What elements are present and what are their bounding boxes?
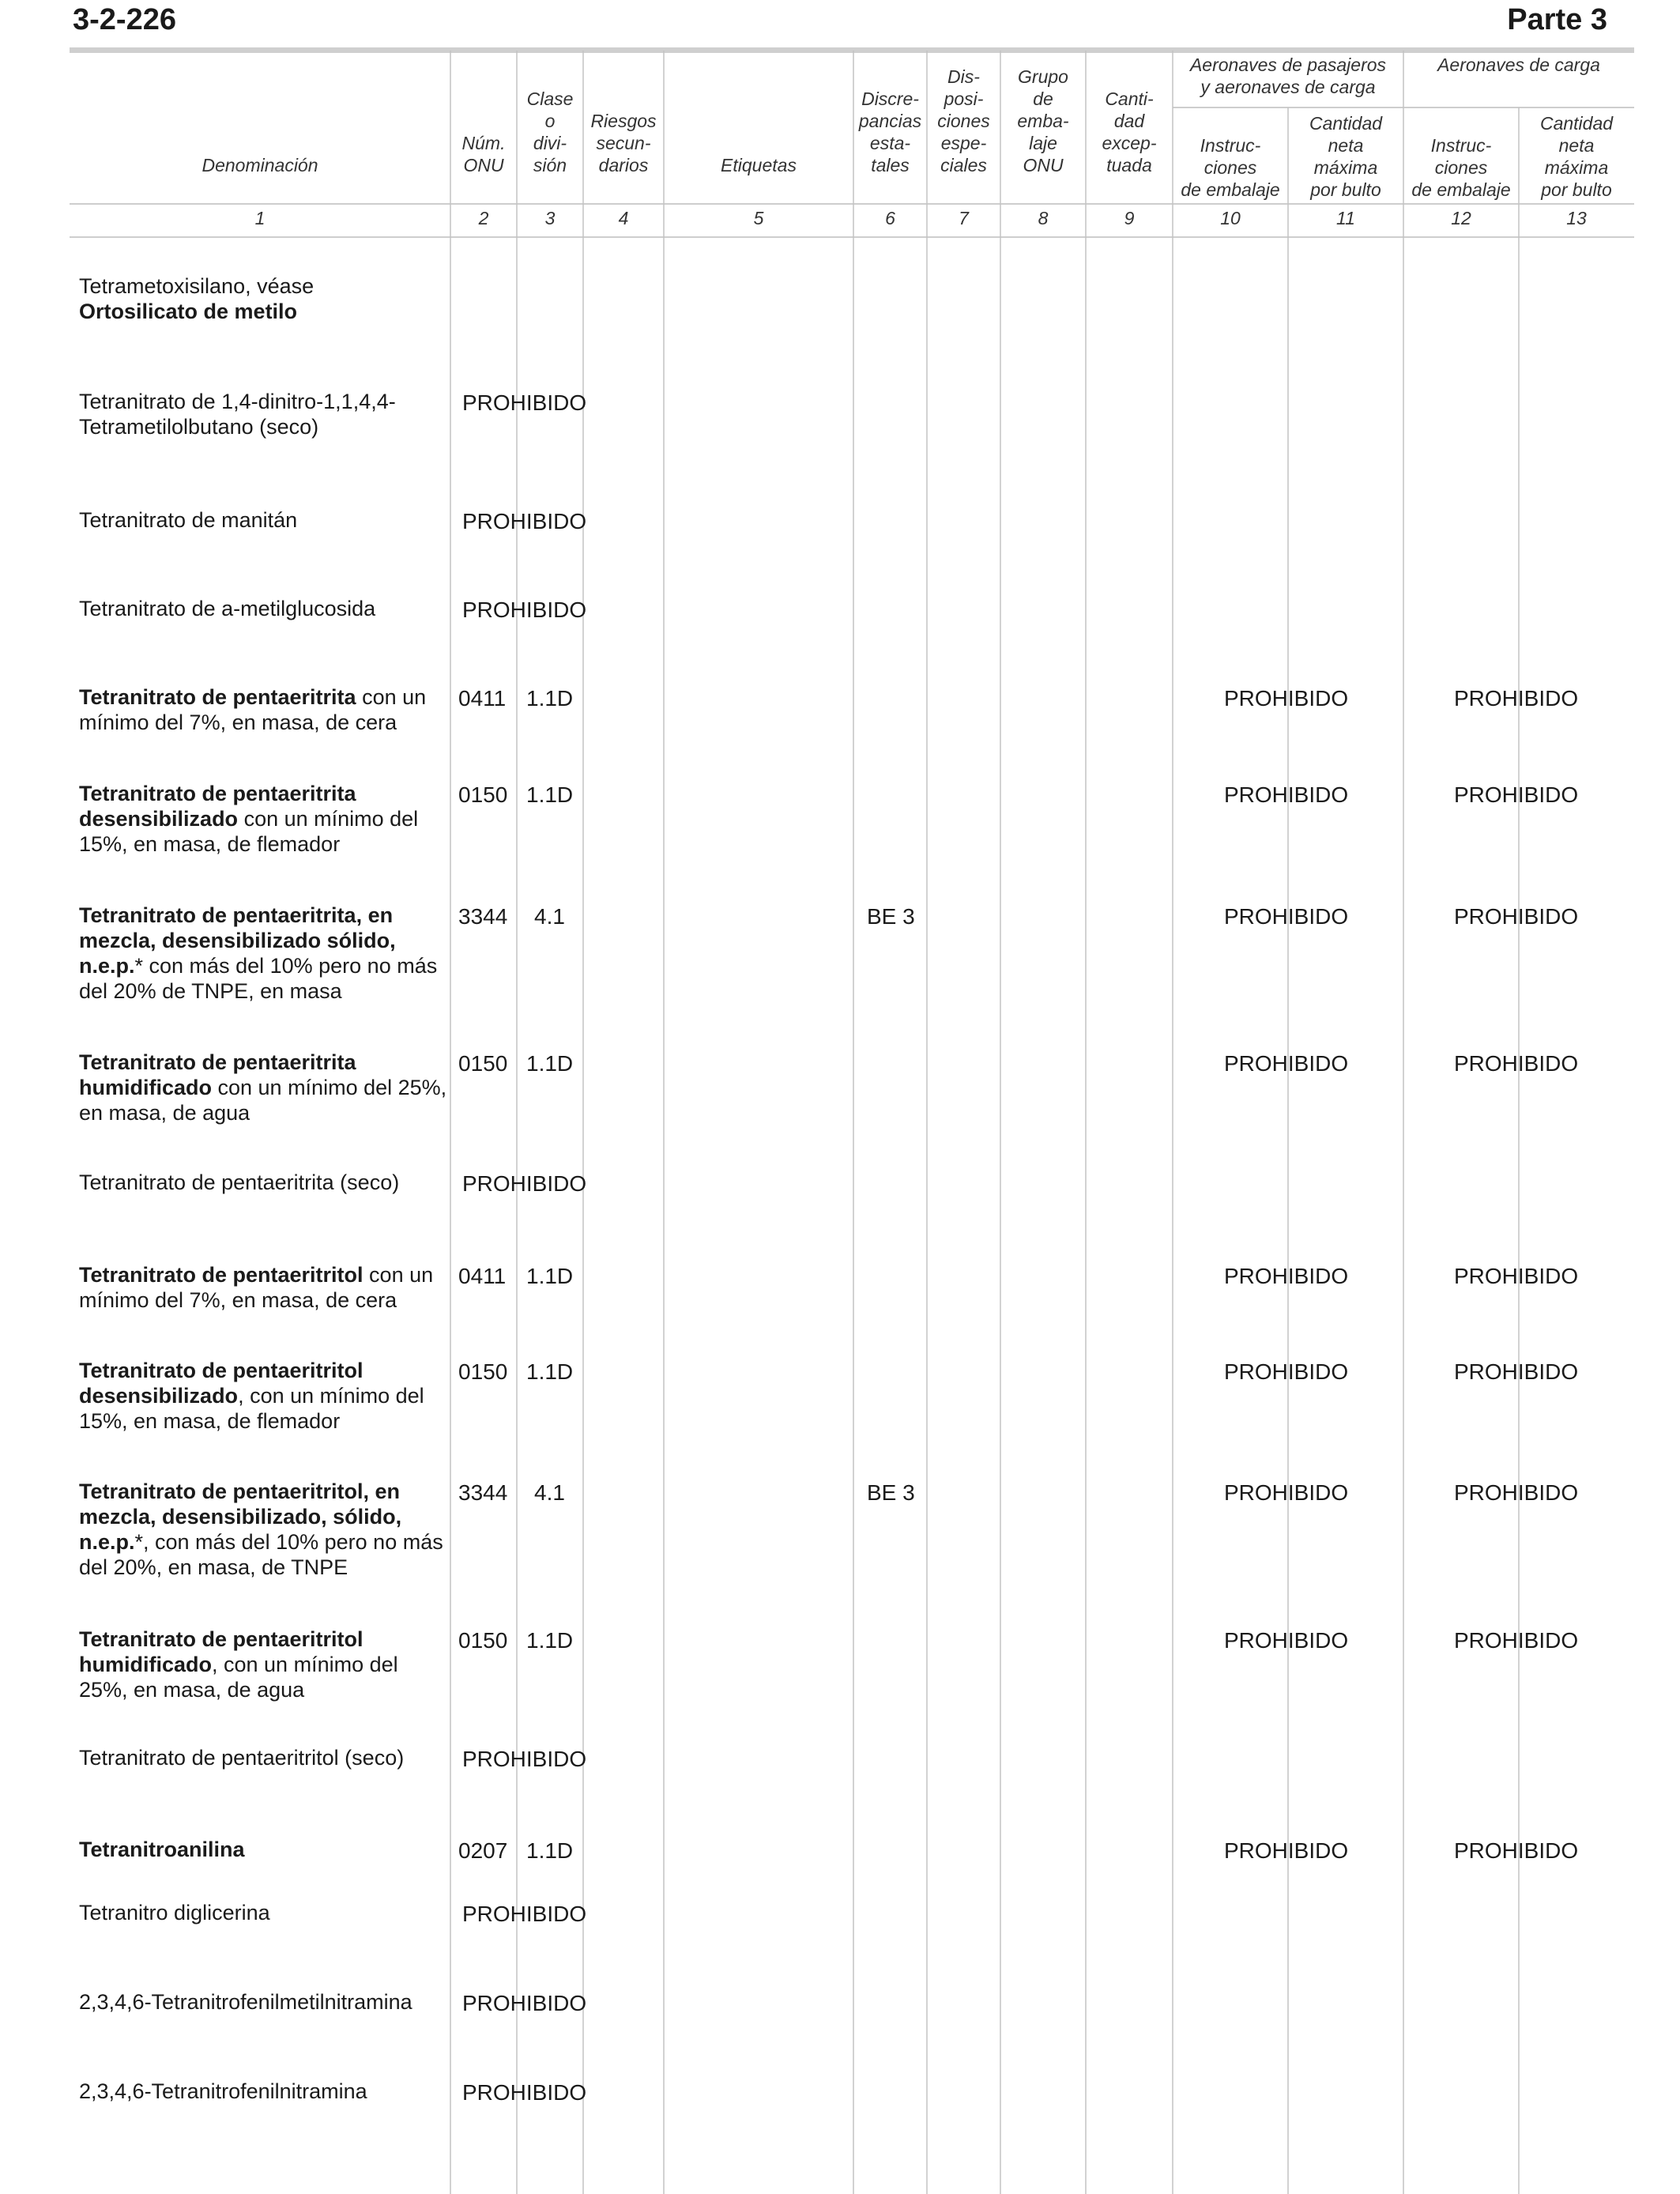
cargo-prohibited: PROHIBIDO — [1454, 686, 1579, 711]
row-denominacion — [79, 1837, 450, 1862]
header-subsidiary-risks — [583, 110, 664, 176]
header-line: esta- — [869, 133, 911, 153]
header-line: divi- — [533, 133, 567, 153]
part-label: Parte 3 — [1507, 3, 1607, 36]
header-pax-max-net-qty — [1288, 112, 1403, 201]
header-line: de embalaje — [1181, 179, 1280, 200]
prohibited-text: PROHIBIDO — [462, 390, 587, 415]
header-line: Cantidad — [1309, 113, 1383, 134]
row-denominacion — [79, 903, 450, 1004]
header-line: pancias — [858, 111, 922, 131]
header-line: de embalaje — [1411, 179, 1511, 200]
header-group-passenger — [1173, 54, 1403, 98]
class-division: 1.1D — [526, 1051, 574, 1076]
row-denominacion — [79, 1989, 450, 2015]
header-line: Cantidad — [1539, 113, 1614, 134]
header-line: o — [544, 111, 556, 131]
header-line: ciones — [937, 111, 990, 131]
prohibited-text: PROHIBIDO — [462, 1171, 587, 1196]
un-number: 0207 — [458, 1838, 508, 1863]
row-denominacion — [79, 1050, 450, 1125]
header-line: neta — [1558, 135, 1595, 156]
header-labels: Etiquetas — [721, 155, 797, 175]
un-number: 0150 — [458, 782, 508, 807]
entry-name-text: 2,3,4,6-Tetranitrofenilmetilnitramina — [79, 1990, 412, 2014]
column-number: 12 — [1451, 208, 1471, 228]
row-denominacion — [79, 1745, 450, 1770]
pax-prohibited: PROHIBIDO — [1224, 1628, 1349, 1653]
header-line: ciales — [940, 155, 987, 175]
entry-name-text: , con un mínimo del 15%, en masa, de flemador — [79, 1384, 424, 1433]
header-line: Clase — [526, 89, 574, 109]
column-number: 2 — [478, 208, 489, 228]
header-line: tuada — [1106, 155, 1152, 175]
pax-prohibited: PROHIBIDO — [1224, 904, 1349, 929]
header-group-cargo: Aeronaves de carga — [1437, 55, 1600, 75]
entry-name-text: Tetranitrato de pentaeritrita (seco) — [79, 1171, 400, 1194]
pax-prohibited: PROHIBIDO — [1224, 1480, 1349, 1505]
prohibited-text: PROHIBIDO — [462, 598, 587, 622]
entry-name-bold: Tetranitrato de pentaeritrita, en mezcla, desensibilizado sólido, n.e.p. — [79, 903, 396, 978]
entry-name-text: *, con más del 10% pero no más del 20%, en masa, de TNPE — [79, 1530, 443, 1579]
header-line: por bulto — [1310, 179, 1381, 200]
prohibited-text: PROHIBIDO — [462, 509, 587, 533]
state-variation: BE 3 — [867, 904, 915, 929]
column-number: 10 — [1220, 208, 1241, 228]
pax-prohibited: PROHIBIDO — [1224, 1051, 1349, 1076]
column-number: 13 — [1566, 208, 1587, 228]
header-un-number — [450, 132, 517, 176]
page-number: 3-2-226 — [73, 3, 176, 36]
prohibited-text: PROHIBIDO — [462, 1902, 587, 1926]
entry-name-text: con un mínimo del 25%, en masa, de agua — [79, 1076, 447, 1125]
entry-name-text: Tetranitrato de 1,4-dinitro-1,1,4,4- — [79, 390, 396, 413]
header-special-provisions — [927, 66, 1000, 176]
header-line: laje — [1029, 133, 1057, 153]
entry-name-text: Tetranitrato de manitán — [79, 508, 298, 532]
header-line: secun- — [596, 133, 651, 153]
entry-name-bold: Tetranitrato de pentaeritrita desensibilizado — [79, 782, 356, 831]
class-division: 4.1 — [534, 1480, 565, 1505]
entry-name-text: Tetranitrato de a-metilglucosida — [79, 597, 376, 620]
row-denominacion — [79, 596, 450, 621]
un-number: 0411 — [458, 686, 507, 711]
class-division: 1.1D — [526, 1628, 574, 1653]
row-denominacion — [79, 1627, 450, 1702]
cargo-prohibited: PROHIBIDO — [1454, 1264, 1579, 1288]
entry-name-text: Tetrametilolbutano (seco) — [79, 415, 319, 439]
header-line: posi- — [944, 89, 984, 109]
header-line: máxima — [1313, 157, 1378, 178]
prohibited-text: PROHIBIDO — [462, 1747, 587, 1771]
entry-name-text: con un mínimo del 7%, en masa, de cera — [79, 685, 427, 734]
header-line: Aeronaves de pasajeros — [1189, 55, 1387, 75]
row-denominacion — [79, 507, 450, 533]
pax-prohibited: PROHIBIDO — [1224, 1838, 1349, 1863]
header-line: ONU — [463, 155, 504, 175]
cargo-prohibited: PROHIBIDO — [1454, 904, 1579, 929]
entry-name-text: Tetrametoxisilano, véase — [79, 274, 315, 298]
header-line: de — [1033, 89, 1053, 109]
pax-prohibited: PROHIBIDO — [1224, 782, 1349, 807]
un-number: 0150 — [458, 1628, 508, 1653]
header-line: Canti- — [1105, 89, 1154, 109]
header-line: ciones — [1203, 157, 1257, 178]
prohibited-text: PROHIBIDO — [462, 1991, 587, 2015]
cargo-prohibited: PROHIBIDO — [1454, 1051, 1579, 1076]
pax-prohibited: PROHIBIDO — [1224, 1264, 1349, 1288]
un-number: 3344 — [458, 1480, 508, 1505]
entry-name-bold: Tetranitroanilina — [79, 1838, 245, 1861]
header-line: Núm. — [461, 133, 506, 153]
header-line: ciones — [1434, 157, 1488, 178]
header-line: excep- — [1102, 133, 1157, 153]
column-number: 11 — [1336, 208, 1355, 228]
un-number: 3344 — [458, 904, 508, 929]
header-line: Discre- — [861, 89, 919, 109]
entry-name-text: Tetranitro diglicerina — [79, 1901, 270, 1924]
prohibited-text: PROHIBIDO — [462, 2080, 587, 2105]
header-line: y aeronaves de carga — [1200, 77, 1376, 97]
cargo-prohibited: PROHIBIDO — [1454, 1628, 1579, 1653]
header-denominacion: Denominación — [202, 155, 318, 175]
header-line: Grupo — [1018, 66, 1068, 87]
header-line: dad — [1113, 111, 1145, 131]
entry-name-text: 2,3,4,6-Tetranitrofenilnitramina — [79, 2079, 367, 2103]
un-number: 0150 — [458, 1359, 508, 1384]
entry-name-bold: Tetranitrato de pentaeritritol desensibilizado — [79, 1359, 363, 1408]
entry-name-bold: Tetranitrato de pentaeritritol, en mezcla, desensibilizado, sólido, n.e.p. — [79, 1480, 402, 1554]
class-division: 4.1 — [534, 904, 565, 929]
cargo-prohibited: PROHIBIDO — [1454, 1480, 1579, 1505]
header-packing-group — [1000, 66, 1086, 176]
class-division: 1.1D — [526, 782, 574, 807]
header-line: emba- — [1017, 111, 1069, 131]
cargo-prohibited: PROHIBIDO — [1454, 782, 1579, 807]
row-denominacion — [79, 273, 450, 324]
entry-name-bold: Tetranitrato de pentaeritritol — [79, 1263, 363, 1287]
row-denominacion — [79, 1170, 450, 1195]
header-excepted-quantity — [1086, 88, 1173, 176]
row-denominacion — [79, 781, 450, 857]
header-cargo-max-net-qty — [1519, 112, 1634, 201]
entry-name-bold: Tetranitrato de pentaeritritol humidificado — [79, 1627, 363, 1676]
column-number: 8 — [1038, 208, 1049, 228]
un-number: 0411 — [458, 1264, 507, 1288]
header-state-variations — [853, 88, 927, 176]
entry-name-text: con un mínimo del 7%, en masa, de cera — [79, 1263, 434, 1312]
header-line: Instruc- — [1200, 135, 1261, 156]
header-line: neta — [1328, 135, 1364, 156]
column-number: 4 — [618, 208, 629, 228]
row-denominacion — [79, 1479, 450, 1580]
class-division: 1.1D — [526, 1359, 574, 1384]
row-denominacion — [79, 1358, 450, 1434]
row-denominacion — [79, 389, 450, 439]
header-line: espe- — [940, 133, 987, 153]
class-division: 1.1D — [526, 686, 574, 711]
header-line: Riesgos — [590, 111, 657, 131]
header-cargo-packing-instr — [1403, 134, 1519, 201]
row-denominacion — [79, 684, 450, 735]
row-denominacion — [79, 1900, 450, 1925]
column-number: 1 — [254, 208, 266, 228]
header-class — [517, 88, 583, 176]
row-denominacion — [79, 1262, 450, 1313]
entry-name-text: con un mínimo del 15%, en masa, de flemador — [79, 807, 419, 856]
column-number: 7 — [959, 208, 969, 228]
header-line: darios — [598, 155, 649, 175]
header-line: Dis- — [947, 66, 980, 87]
entry-name-text: , con un mínimo del 25%, en masa, de agua — [79, 1653, 398, 1702]
pax-prohibited: PROHIBIDO — [1224, 686, 1349, 711]
header-line: ONU — [1023, 155, 1064, 175]
header-pax-packing-instr — [1173, 134, 1288, 201]
entry-name-bold: Tetranitrato de pentaeritrita humidificado — [79, 1050, 356, 1099]
cargo-prohibited: PROHIBIDO — [1454, 1359, 1579, 1384]
entry-name-bold: Ortosilicato de metilo — [79, 300, 298, 323]
entry-name-bold: Tetranitrato de pentaeritrita — [79, 685, 356, 709]
column-number: 5 — [753, 208, 764, 228]
column-number: 6 — [885, 208, 895, 228]
column-number: 9 — [1124, 208, 1135, 228]
entry-name-text: Tetranitrato de pentaeritritol (seco) — [79, 1746, 405, 1770]
header-line: por bulto — [1541, 179, 1612, 200]
row-denominacion — [79, 2079, 450, 2104]
header-line: tales — [871, 155, 910, 175]
state-variation: BE 3 — [867, 1480, 915, 1505]
cargo-prohibited: PROHIBIDO — [1454, 1838, 1579, 1863]
header-line: máxima — [1544, 157, 1609, 178]
header-line: sión — [533, 155, 567, 175]
entry-name-text: * con más del 10% pero no más del 20% de TNPE, en masa — [79, 954, 438, 1003]
un-number: 0150 — [458, 1051, 508, 1076]
column-number: 3 — [544, 208, 556, 228]
class-division: 1.1D — [526, 1838, 574, 1863]
pax-prohibited: PROHIBIDO — [1224, 1359, 1349, 1384]
class-division: 1.1D — [526, 1264, 574, 1288]
header-line: Instruc- — [1430, 135, 1492, 156]
